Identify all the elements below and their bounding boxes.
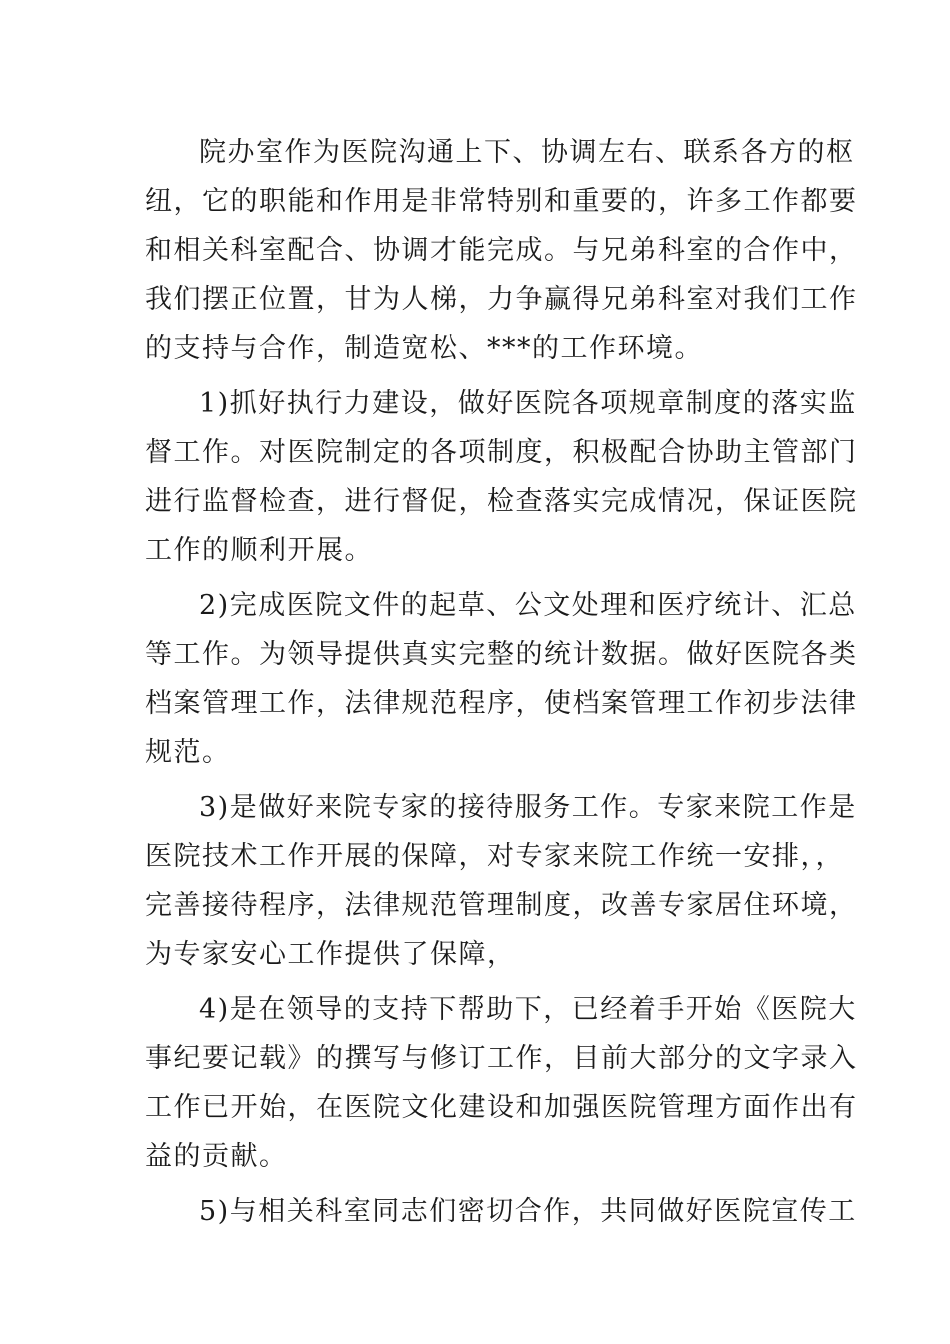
paragraph-line: 5)与相关科室同志们密切合作，共同做好医院宣传工: [199, 1196, 857, 1227]
paragraph-line: 规范。: [145, 737, 231, 768]
paragraph-line: 院办室作为医院沟通上下、协调左右、联系各方的枢: [199, 137, 855, 168]
document-body: [145, 128, 858, 1242]
paragraph-item-1: [145, 379, 858, 575]
paragraph-line: 事纪要记载》的撰写与修订工作，目前大部分的文字录入: [145, 1043, 858, 1074]
paragraph-line: 督工作。对医院制定的各项制度，积极配合协助主管部门: [145, 437, 858, 468]
paragraph-line: 2)完成医院文件的起草、公文处理和医疗统计、汇总: [199, 590, 857, 621]
paragraph-line: 进行监督检查，进行督促，检查落实完成情况，保证医院: [145, 486, 858, 517]
paragraph-line: 4)是在领导的支持下帮助下，已经着手开始《医院大: [199, 994, 857, 1025]
paragraph-line: 和相关科室配合、协调才能完成。与兄弟科室的合作中，: [145, 235, 858, 266]
paragraph-line: 纽，它的职能和作用是非常特别和重要的，许多工作都要: [145, 186, 858, 217]
paragraph-line: 益的贡献。: [145, 1141, 288, 1172]
paragraph-line: 1)抓好执行力建设，做好医院各项规章制度的落实监: [199, 388, 857, 419]
paragraph-line: 等工作。为领导提供真实完整的统计数据。做好医院各类: [145, 639, 858, 670]
paragraph-item-3: [145, 783, 858, 979]
paragraph-line: 工作已开始，在医院文化建设和加强医院管理方面作出有: [145, 1092, 858, 1123]
paragraph-intro: [145, 128, 858, 373]
paragraph-line: 工作的顺利开展。: [145, 535, 373, 566]
paragraph-line: 3)是做好来院专家的接待服务工作。专家来院工作是: [199, 792, 857, 823]
paragraph-line: 医院技术工作开展的保障，对专家来院工作统一安排，，: [145, 841, 844, 872]
paragraph-item-2: [145, 581, 858, 777]
paragraph-line: 为专家安心工作提供了保障，: [145, 939, 516, 970]
paragraph-line: 完善接待程序，法律规范管理制度，改善专家居住环境，: [145, 890, 858, 921]
paragraph-line: 的支持与合作，制造宽松、***的工作环境。: [145, 333, 703, 364]
paragraph-line: 档案管理工作，法律规范程序，使档案管理工作初步法律: [145, 688, 858, 719]
paragraph-item-5: [145, 1187, 857, 1236]
paragraph-item-4: [145, 985, 858, 1181]
paragraph-line: 我们摆正位置，甘为人梯，力争赢得兄弟科室对我们工作: [145, 284, 858, 315]
